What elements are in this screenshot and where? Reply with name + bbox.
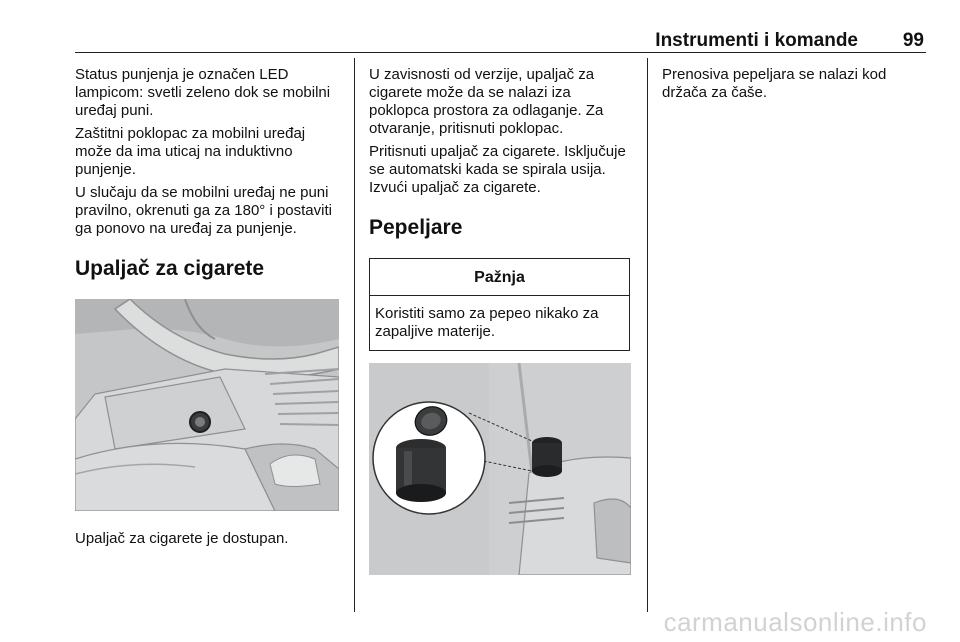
caution-notice <box>369 258 630 351</box>
paragraph: Pritisnuti upaljač za cigarete. Isključuje se automatski kada se spirala usija. Izvući upaljač za cigarete. <box>369 143 626 196</box>
portable-ashtray-illustration <box>369 363 631 575</box>
column-divider <box>647 58 648 612</box>
notice-title: Pažnja <box>370 259 629 296</box>
paragraph: U zavisnosti od verzije, upaljač za cigarete može da se nalazi iza poklopca prostora za odlaganje. Za otvaranje, pritisnuti poklopac. <box>369 66 604 137</box>
paragraph: Status punjenja je označen LED lampicom: svetli zeleno dok se mobilni uređaj puni. <box>75 66 331 119</box>
paragraph: Zaštitni poklopac za mobilni uređaj može da ima uticaj na induktivno punjenje. <box>75 125 306 178</box>
section-title: Instrumenti i komande <box>655 30 858 51</box>
column-2 <box>369 66 633 575</box>
figure-caption: Upaljač za cigarete je dostupan. <box>75 530 289 547</box>
paragraph: Prenosiva pepeljara se nalazi kod držača za čaše. <box>662 66 887 101</box>
watermark: carmanualsonline.info <box>663 607 927 637</box>
column-divider <box>354 58 355 612</box>
notice-body: Koristiti samo za pepeo nikako za zapaljive materije. <box>375 305 599 340</box>
page-header <box>75 26 926 53</box>
paragraph: U slučaju da se mobilni uređaj ne puni pravilno, okrenuti ga za 180° i postaviti ga ponovo na uređaj za punjenje. <box>75 184 332 237</box>
heading-cigarette-lighter: Upaljač za cigarete <box>75 257 265 280</box>
page-number: 99 <box>902 30 924 51</box>
column-1 <box>75 66 343 553</box>
column-3 <box>662 66 926 107</box>
heading-ashtrays: Pepeljare <box>369 216 463 239</box>
cigarette-lighter-illustration <box>75 299 339 511</box>
